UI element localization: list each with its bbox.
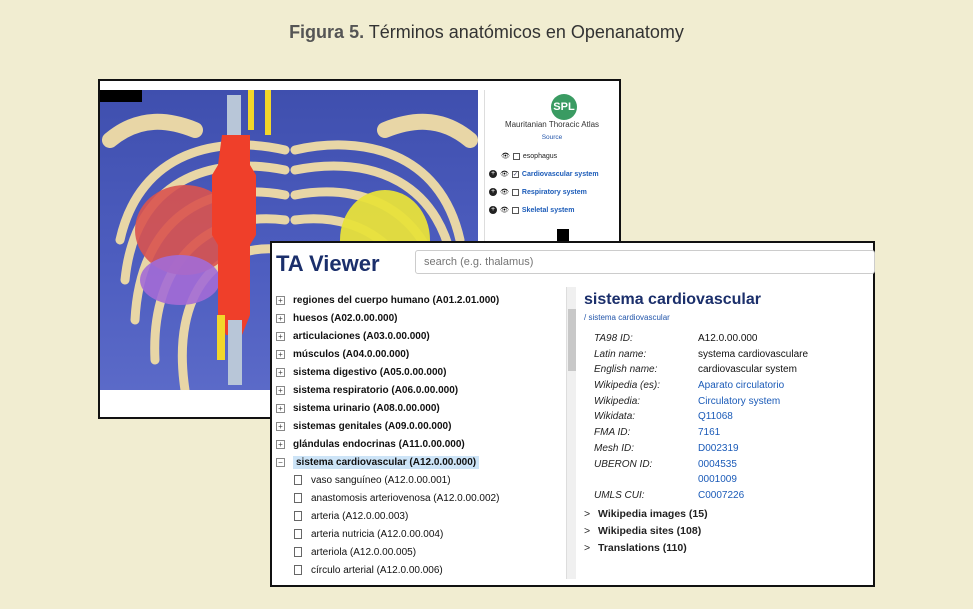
tree-item[interactable] [276,381,566,399]
layer-checkbox[interactable] [513,153,520,160]
expand-toggle-icon[interactable]: + [276,368,285,377]
term-tree [276,291,566,581]
tree-item[interactable] [276,363,566,381]
field-link[interactable]: Q11068 [698,411,733,423]
tree-item-label[interactable]: huesos (A02.0.00.000) [293,312,398,324]
tree-item-label[interactable]: sistema urinario (A08.0.00.000) [293,402,440,414]
eye-icon[interactable]: 👁 [500,189,509,196]
field-value: cardiovascular system [698,364,797,376]
eye-icon[interactable]: 👁 [500,207,509,214]
field-row [594,443,808,459]
eye-icon[interactable]: 👁 [501,153,510,160]
tree-item[interactable] [276,309,566,327]
field-link[interactable]: 0001009 [698,474,737,486]
expander-label[interactable]: Translations (110) [598,541,687,554]
field-row [594,459,808,475]
layer-label: Respiratory system [521,188,587,196]
tree-child-item[interactable] [276,507,566,525]
file-icon [294,511,302,521]
collapse-toggle-icon[interactable]: − [276,458,285,467]
caption-label: Figura 5. [289,22,365,42]
expand-toggle-icon[interactable]: + [276,386,285,395]
field-link[interactable]: Circulatory system [698,395,781,407]
chevron-right-icon: > [584,507,591,520]
detail-title: sistema cardiovascular [584,291,761,308]
expanders [584,505,708,556]
search-input[interactable] [415,250,875,274]
field-row [594,349,808,365]
tree-child-item[interactable] [276,543,566,561]
tree-child-item[interactable] [276,489,566,507]
tree-item-label[interactable]: anastomosis arteriovenosa (A12.0.00.002) [311,492,500,504]
caption-text: Términos anatómicos en Openanatomy [368,22,684,42]
layers-panel [484,90,618,250]
layer-label: Cardiovascular system [521,170,599,178]
tree-item-selected[interactable] [276,453,566,471]
source-link[interactable]: Source [541,134,563,141]
field-link[interactable]: 0004535 [698,458,737,470]
field-value: systema cardiovasculare [698,348,809,360]
tree-item-label[interactable]: sistemas genitales (A09.0.00.000) [293,420,452,432]
field-link[interactable]: Aparato circulatorio [698,380,785,392]
expander-wikipedia-sites[interactable] [584,522,708,539]
expand-icon[interactable]: + [490,206,496,213]
tree-item-label[interactable]: arteria nutricia (A12.0.00.004) [311,528,444,540]
field-key: Wikipedia: [594,395,641,407]
expander-label[interactable]: Wikipedia sites (108) [598,524,702,537]
tree-child-item[interactable] [276,561,566,579]
chevron-right-icon: > [584,524,591,537]
field-key: Latin name: [594,348,647,360]
file-icon [294,547,302,557]
layer-respiratory[interactable] [489,188,587,196]
expand-icon[interactable]: + [490,170,496,177]
tree-item-label[interactable]: círculo arterial (A12.0.00.006) [311,564,443,576]
file-icon [294,565,302,575]
field-key: UMLS CUI: [594,489,645,501]
tree-item[interactable] [276,291,566,309]
field-value: A12.0.00.000 [698,333,758,344]
layer-checkbox[interactable] [512,189,519,196]
field-link[interactable]: D002319 [698,442,739,454]
field-row [594,474,808,490]
tree-item-label[interactable]: glándulas endocrinas (A11.0.00.000) [293,438,465,450]
layer-label: Skeletal system [521,206,575,214]
tree-item[interactable] [276,399,566,417]
layer-checkbox-checked[interactable]: ✓ [512,171,518,178]
tree-item-label[interactable]: sistema cardiovascular (A12.0.00.000) [293,456,479,469]
tree-child-item[interactable] [276,471,566,489]
expand-toggle-icon[interactable]: + [276,350,285,359]
file-icon [294,529,302,539]
field-row [594,427,808,443]
atlas-title: Mauritanian Thoracic Atlas [504,120,600,129]
layer-cardiovascular[interactable] [489,170,599,178]
tree-item[interactable] [276,345,566,363]
tree-child-item[interactable] [276,525,566,543]
detail-fields [594,333,808,506]
tree-item-label[interactable]: arteriola (A12.0.00.005) [311,546,417,558]
expander-translations[interactable] [584,539,708,556]
field-key: Wikidata: [594,411,636,423]
tree-scrollbar[interactable] [566,287,576,579]
field-link[interactable]: C0007226 [698,489,745,501]
field-key: English name: [594,364,658,376]
layer-skeletal[interactable] [489,206,574,214]
tree-item-label[interactable]: vaso sanguíneo (A12.0.00.001) [311,474,451,486]
layer-esophagus[interactable] [501,152,557,160]
field-key: TA98 ID: [594,333,633,344]
field-row [594,364,808,380]
field-row [594,333,808,349]
field-key: Wikipedia (es): [594,380,661,392]
breadcrumb[interactable]: / sistema cardiovascular [584,313,670,322]
file-icon [294,493,302,503]
detail-panel [584,291,874,554]
tree-item-label[interactable]: sistema digestivo (A05.0.00.000) [293,366,447,378]
field-row [594,411,808,427]
layer-label: esophagus [522,152,558,160]
field-row [594,380,808,396]
expander-wikipedia-images[interactable] [584,505,708,522]
figure-caption [0,22,973,43]
expand-toggle-icon[interactable]: + [276,314,285,323]
layer-checkbox[interactable] [512,207,519,214]
expand-toggle-icon[interactable]: + [276,296,285,305]
tree-item-label[interactable]: regiones del cuerpo humano (A01.2.01.000) [293,294,500,306]
tree-item[interactable] [276,417,566,435]
field-row [594,396,808,412]
viewport-toolbar [100,90,142,102]
scrollbar-thumb[interactable] [568,309,576,371]
tree-item[interactable] [276,327,566,345]
field-row [594,490,808,506]
expand-toggle-icon[interactable]: + [276,440,285,449]
ta-viewer-window [270,241,875,587]
file-icon [294,475,302,485]
tree-item-label[interactable]: arteria (A12.0.00.003) [311,510,409,522]
field-key: Mesh ID: [594,442,635,454]
spl-logo: SPL [551,94,577,120]
tree-item-label[interactable]: músculos (A04.0.00.000) [293,348,410,360]
tree-item[interactable] [276,435,566,453]
field-key: FMA ID: [594,427,631,439]
tree-item-label[interactable]: sistema respiratorio (A06.0.00.000) [293,384,459,396]
tree-item-label[interactable]: articulaciones (A03.0.00.000) [293,330,430,342]
chevron-right-icon: > [584,541,591,554]
eye-icon[interactable]: 👁 [500,171,509,178]
expand-toggle-icon[interactable]: + [276,422,285,431]
field-key: UBERON ID: [594,458,653,470]
expand-toggle-icon[interactable]: + [276,404,285,413]
expander-label[interactable]: Wikipedia images (15) [598,507,708,520]
app-title: TA Viewer [276,251,380,276]
expand-icon[interactable]: + [490,188,496,195]
expand-toggle-icon[interactable]: + [276,332,285,341]
field-link[interactable]: 7161 [698,427,721,439]
